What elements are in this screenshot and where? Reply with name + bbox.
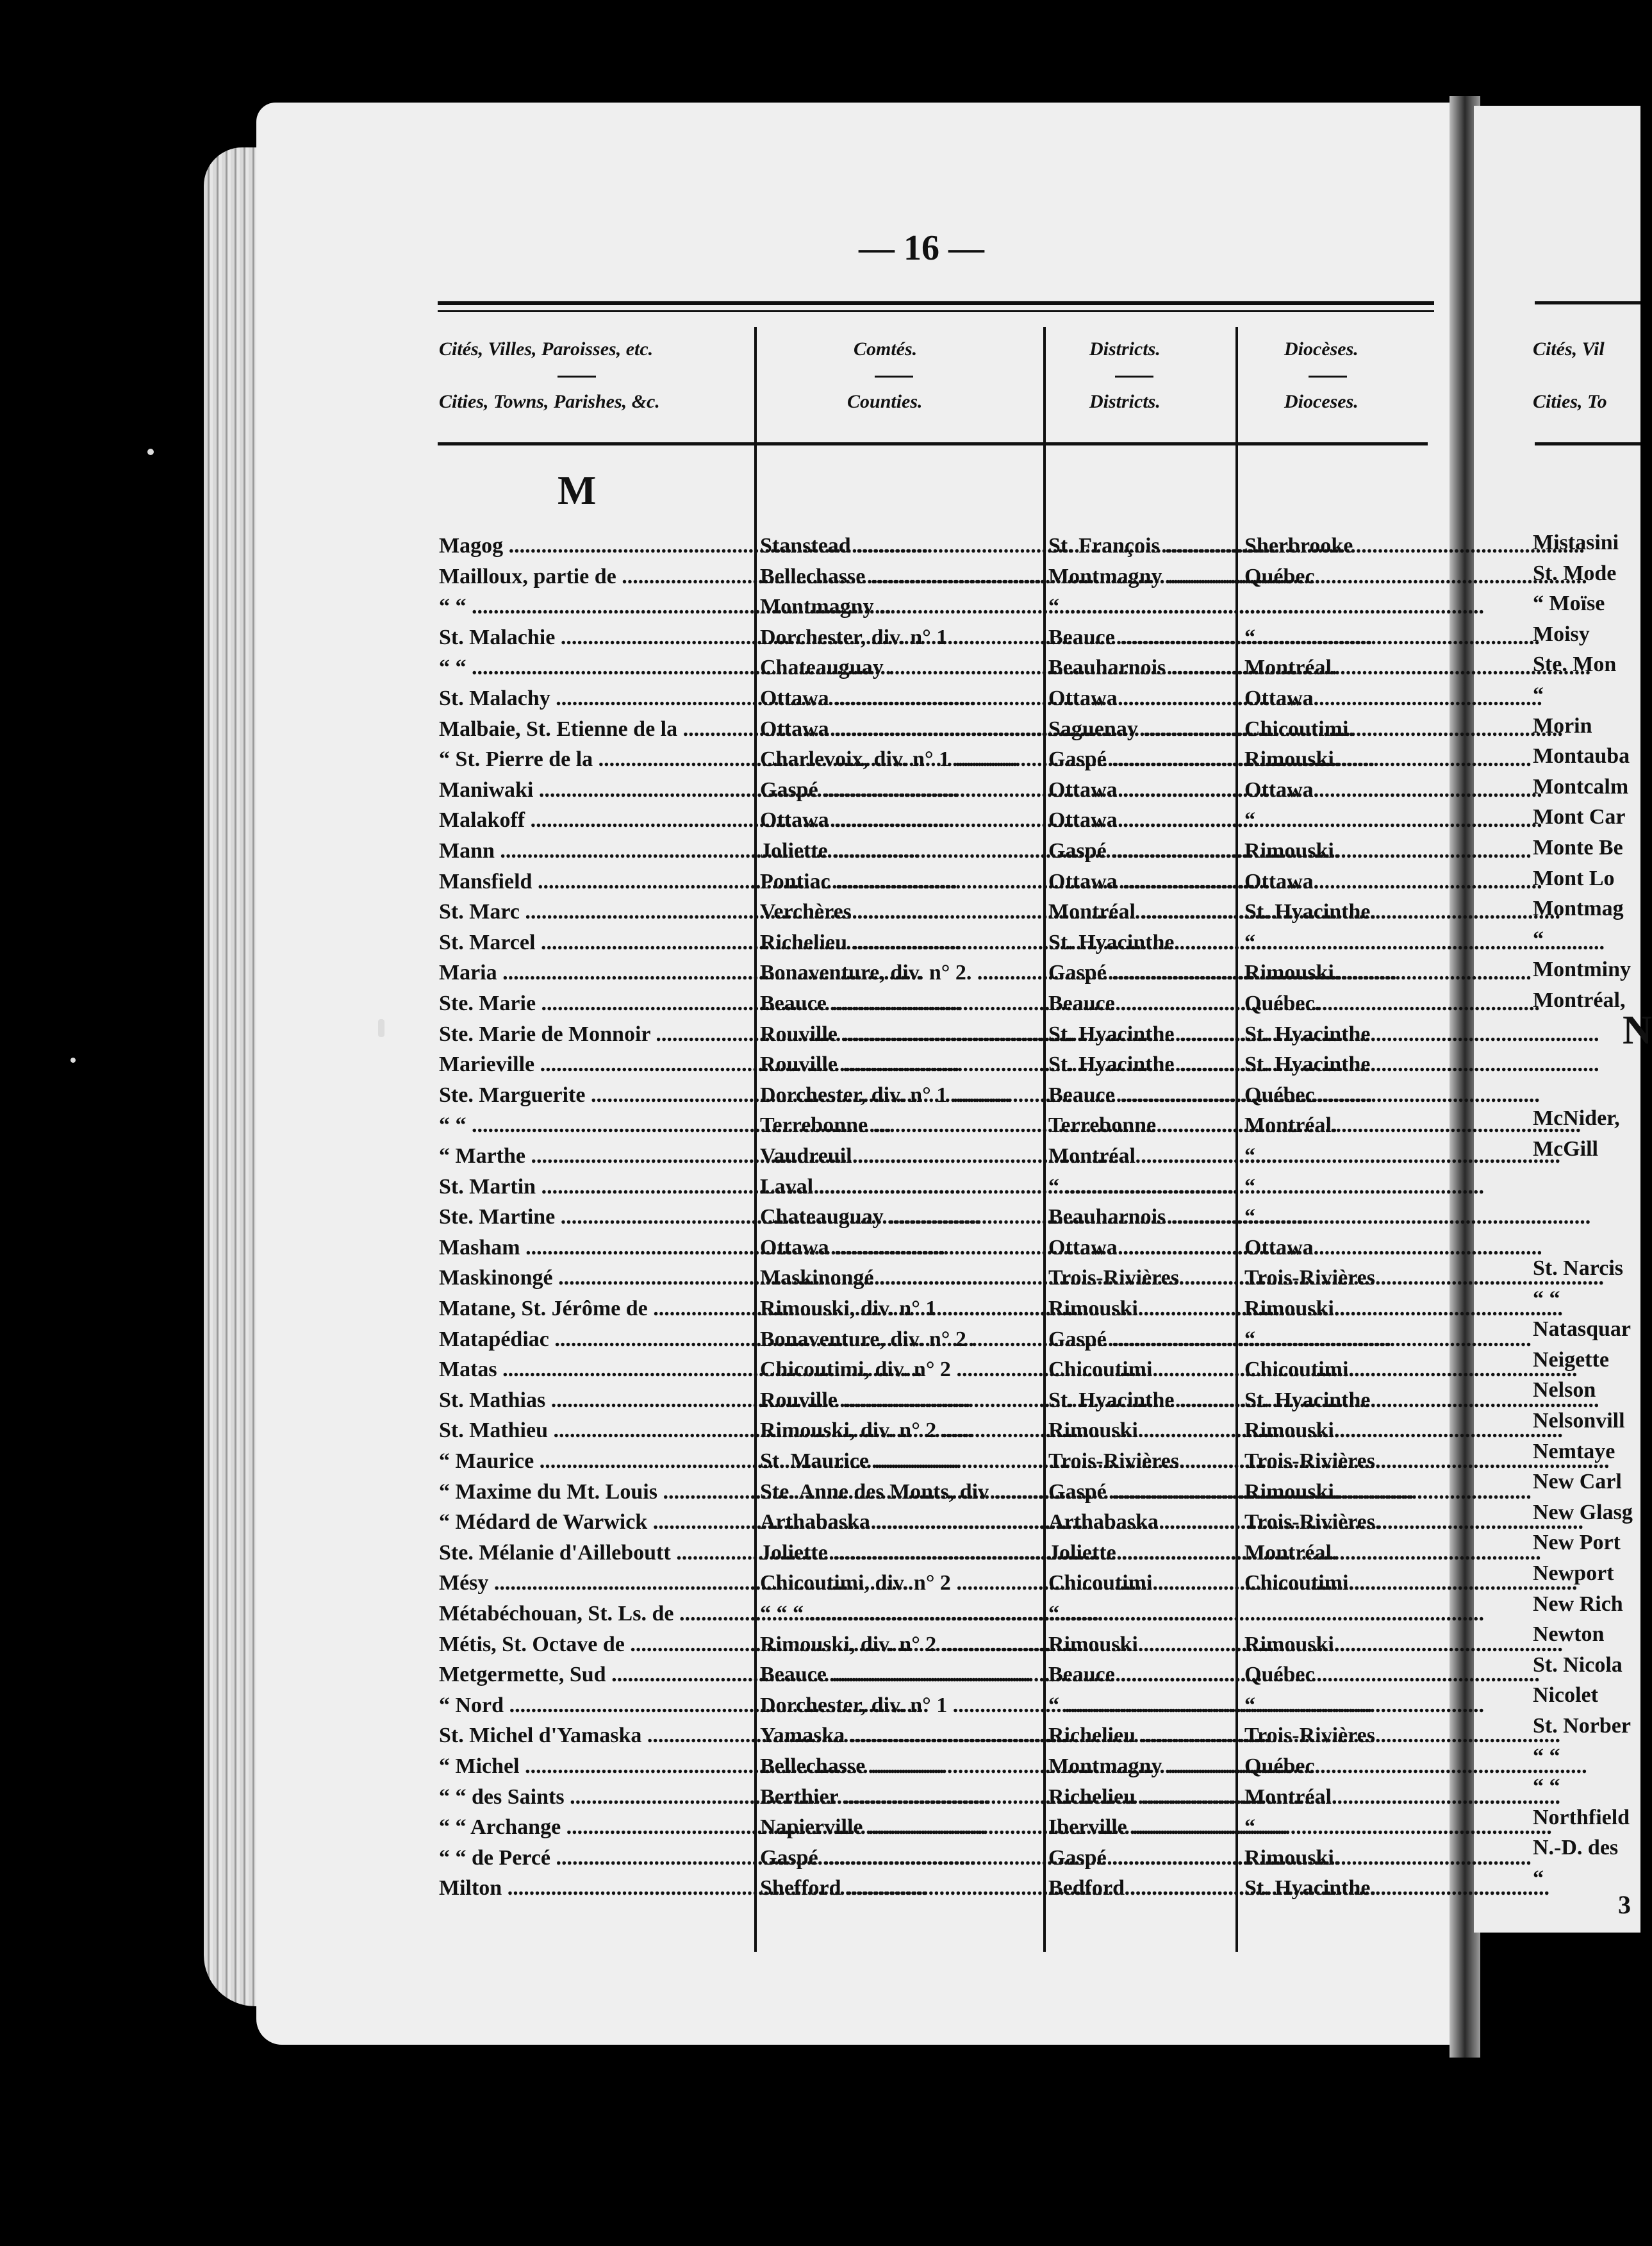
- cell-col4: Montréal.: [1244, 656, 1337, 680]
- table-row: [0, 531, 1640, 561]
- cell-col1: Ste. Mélanie d'Ailleboutt .....: [439, 1538, 750, 1568]
- cell-col4: Québec: [1244, 1083, 1315, 1107]
- cell-col2: Chateauguay .....: [760, 1202, 1042, 1233]
- cell-col3: St. François .....: [1048, 531, 1234, 562]
- cell-col3: Saguenay .....: [1048, 714, 1234, 745]
- cell-col2: Rouville .....: [760, 1385, 1042, 1416]
- cell-col4: Rimouski.: [1244, 1297, 1340, 1320]
- cell-col2: Berthier .....: [760, 1782, 1042, 1813]
- cell-col4: Trois-Rivières: [1244, 1724, 1375, 1748]
- right-entry: Northfield: [1533, 1805, 1630, 1829]
- cell-col4: [1244, 592, 1417, 622]
- right-header-rule: [1535, 442, 1640, 445]
- cell-col3: Gaspé .....: [1048, 836, 1234, 867]
- right-entry: Natasquar: [1533, 1317, 1631, 1342]
- cell-col4: “: [1244, 1144, 1255, 1168]
- right-entry: Newton: [1533, 1622, 1605, 1647]
- cell-col3: Gaspé .....: [1048, 744, 1234, 775]
- cell-col4: Trois-Rivières.: [1244, 1449, 1381, 1473]
- cell-col4: Rimouski.: [1244, 1845, 1340, 1870]
- header-col4-fr: Diocèses.: [1284, 338, 1359, 360]
- right-entry: “: [1533, 927, 1544, 951]
- table-row: [0, 1049, 1640, 1079]
- table-row: [0, 988, 1640, 1019]
- cell-col1: St. Malachie .....: [439, 622, 750, 653]
- table-row: [0, 1172, 1640, 1202]
- right-entry: Montminy: [1533, 958, 1631, 982]
- header-col4-dash: [1309, 376, 1347, 378]
- cell-col3: Joliette .....: [1048, 1538, 1234, 1568]
- table-row: [0, 653, 1640, 683]
- cell-col1: Ste. Marguerite .....: [439, 1080, 750, 1111]
- cell-col2: Gaspé .....: [760, 1843, 1042, 1874]
- cell-col1: “ Nord .....: [439, 1690, 750, 1721]
- right-entry: Nelson: [1533, 1378, 1596, 1402]
- cell-col1: Ste. Marie .....: [439, 988, 750, 1019]
- cell-col1: “ St. Pierre de la .....: [439, 744, 750, 775]
- cell-col2: Joliette .....: [760, 1538, 1042, 1568]
- cell-col3: Ottawa .....: [1048, 805, 1234, 836]
- table-row: [0, 775, 1640, 805]
- table-row: [0, 1202, 1640, 1232]
- cell-col4: Montréal.: [1244, 1540, 1337, 1565]
- cell-col2: Terrebonne .....: [760, 1110, 1042, 1141]
- right-entry: N.-D. des: [1533, 1836, 1619, 1860]
- right-header-fr: Cités, Vil: [1533, 338, 1605, 360]
- cell-col1: Métabéchouan, St. Ls. de .....: [439, 1599, 750, 1629]
- cell-col3: Richelieu .....: [1048, 1782, 1234, 1813]
- cell-col3: Ottawa .....: [1048, 775, 1234, 806]
- table-row: [0, 592, 1640, 622]
- table-row: [0, 1690, 1640, 1720]
- cell-col4: Chicoutimi.: [1244, 1571, 1354, 1595]
- cell-col4: Québec.: [1244, 992, 1321, 1015]
- cell-col1: St. Mathieu .....: [439, 1415, 750, 1446]
- cell-col2: Ottawa .....: [760, 1233, 1042, 1263]
- right-entry: New Glasg: [1533, 1500, 1633, 1524]
- right-entry: McNider,: [1533, 1106, 1620, 1130]
- right-top-rule: [1535, 301, 1640, 304]
- header-col3-en: Districts.: [1089, 391, 1161, 412]
- cell-col3: Gaspé .....: [1048, 958, 1234, 988]
- cell-col4: “: [1244, 930, 1255, 954]
- cell-col2: Laval .....: [760, 1172, 1042, 1202]
- cell-col1: “ “ .....: [439, 653, 750, 683]
- table-row: [0, 1782, 1640, 1812]
- cell-col3: “ .....: [1048, 1599, 1234, 1629]
- cell-col2: Maskinongé .....: [760, 1263, 1042, 1294]
- cell-col3: St. Hyacinthe .....: [1048, 1019, 1234, 1050]
- cell-col2: Joliette .....: [760, 836, 1042, 867]
- cell-col2: Pontiac .....: [760, 867, 1042, 897]
- cell-col1: Maria .....: [439, 958, 750, 988]
- cell-col1: St. Martin .....: [439, 1172, 750, 1202]
- right-entry: “: [1533, 683, 1544, 707]
- cell-col4: Ottawa.: [1244, 686, 1319, 710]
- cell-col4: Rimouski.: [1244, 839, 1340, 863]
- cell-col3: Rimouski .....: [1048, 1294, 1234, 1324]
- right-entry: Neigette: [1533, 1347, 1609, 1372]
- cell-col3: Beauce .....: [1048, 1660, 1234, 1690]
- cell-col2: Rimouski, div. n° 2 .....: [760, 1629, 1042, 1660]
- cell-col1: St. Malachy .....: [439, 683, 750, 714]
- cell-col4: Québec: [1244, 1663, 1315, 1687]
- cell-col3: Beauharnois .....: [1048, 1202, 1234, 1233]
- top-double-rule: [438, 301, 1434, 327]
- table-row: [0, 1019, 1640, 1049]
- cell-col2: “ “ “ .....: [760, 1599, 1042, 1629]
- table-row: [0, 1751, 1640, 1781]
- cell-col3: Beauharnois .....: [1048, 653, 1234, 683]
- cell-col1: Masham .....: [439, 1233, 750, 1263]
- cell-col4: Chicoutimi.: [1244, 1358, 1354, 1382]
- right-entry: Monte Be: [1533, 836, 1623, 860]
- cell-col1: St. Marcel .....: [439, 928, 750, 958]
- table-row: [0, 897, 1640, 927]
- cell-col3: Gaspé .....: [1048, 1324, 1234, 1355]
- cell-col1: “ Maurice .....: [439, 1446, 750, 1477]
- table-row: [0, 958, 1640, 988]
- cell-col2: Verchères .....: [760, 897, 1042, 928]
- cell-col4: “: [1244, 1327, 1255, 1351]
- table-row: [0, 1477, 1640, 1507]
- cell-col3: Montréal .....: [1048, 1141, 1234, 1172]
- table-row: [0, 1110, 1640, 1140]
- cell-col2: Vaudreuil .....: [760, 1141, 1042, 1172]
- table-row: [0, 1660, 1640, 1690]
- cell-col3: Rimouski .....: [1048, 1629, 1234, 1660]
- cell-col3: Terrebonne .....: [1048, 1110, 1234, 1141]
- cell-col2: Ottawa .....: [760, 805, 1042, 836]
- table-row: [0, 1599, 1640, 1629]
- right-entry: Montréal,: [1533, 988, 1626, 1012]
- film-speck: [378, 1019, 384, 1037]
- cell-col3: Trois-Rivières. .....: [1048, 1446, 1234, 1477]
- header-rule: [438, 442, 1428, 445]
- cell-col1: Métis, St. Octave de .....: [439, 1629, 750, 1660]
- header-col3-fr: Districts.: [1089, 338, 1161, 360]
- cell-col3: Rimouski .....: [1048, 1415, 1234, 1446]
- cell-col3: Trois-Rivières .....: [1048, 1263, 1234, 1294]
- cell-col4: Trois-Rivières.: [1244, 1510, 1381, 1535]
- cell-col3: “ .....: [1048, 1172, 1234, 1202]
- cell-col4: St. Hyacinthe.: [1244, 1876, 1376, 1901]
- cell-col2: Chateauguay .....: [760, 653, 1042, 683]
- right-entry: Montcalm: [1533, 774, 1629, 799]
- section-letter: M: [558, 467, 598, 513]
- cell-col1: Mansfield .....: [439, 867, 750, 897]
- header-col2-dash: [875, 376, 913, 378]
- right-entry: Nelsonvill: [1533, 1409, 1625, 1433]
- cell-col1: “ Maxime du Mt. Louis .....: [439, 1477, 750, 1508]
- cell-col2: Montmagny .....: [760, 592, 1042, 622]
- cell-col2: Dorchester, div. n° 1 .....: [760, 1690, 1042, 1721]
- cell-col3: Chicoutimi .....: [1048, 1354, 1234, 1385]
- cell-col1: Matane, St. Jérôme de .....: [439, 1294, 750, 1324]
- table-row: [0, 1141, 1640, 1171]
- cell-col4: St. Hyacinthe.: [1244, 900, 1376, 924]
- cell-col1: Milton .....: [439, 1873, 750, 1904]
- cell-col4: “: [1244, 1205, 1255, 1229]
- page-number: — 16 —: [859, 228, 984, 268]
- cell-col1: “ Marthe .....: [439, 1141, 750, 1172]
- cell-col2: Rimouski, div. n° 2 .....: [760, 1415, 1042, 1446]
- cell-col2: Beauce .....: [760, 988, 1042, 1019]
- cell-col1: “ Médard de Warwick .....: [439, 1507, 750, 1538]
- right-entry: St. Mode: [1533, 561, 1617, 585]
- right-entry: Morin: [1533, 713, 1592, 738]
- cell-col1: “ Michel .....: [439, 1751, 750, 1782]
- cell-col4: “: [1244, 1174, 1255, 1199]
- cell-col2: Gaspé .....: [760, 775, 1042, 806]
- cell-col1: St. Marc .....: [439, 897, 750, 928]
- cell-col2: Rouville .....: [760, 1019, 1042, 1050]
- header-col1-en: Cities, Towns, Parishes, &c.: [439, 391, 660, 412]
- cell-col2: Ottawa .....: [760, 683, 1042, 714]
- cell-col4: Ottawa.: [1244, 1235, 1319, 1260]
- cell-col2: Rouville .....: [760, 1049, 1042, 1080]
- cell-col3: St. Hyacinthe .....: [1048, 1049, 1234, 1080]
- header-col4-en: Dioceses.: [1284, 391, 1359, 412]
- right-entry: McGill: [1533, 1136, 1598, 1161]
- cell-col1: Marieville .....: [439, 1049, 750, 1080]
- table-row: [0, 1385, 1640, 1415]
- table-row: [0, 1538, 1640, 1568]
- header-col2-en: Counties.: [847, 391, 923, 412]
- right-page-number: 3: [1618, 1890, 1631, 1919]
- right-entry: “ “: [1533, 1744, 1560, 1768]
- right-entry: St. Narcis: [1533, 1256, 1624, 1280]
- right-entry: New Carl: [1533, 1470, 1622, 1494]
- cell-col1: Mann .....: [439, 836, 750, 867]
- cell-col1: “ “ des Saints .....: [439, 1782, 750, 1813]
- cell-col2: Beauce .....: [760, 1660, 1042, 1690]
- cell-col2: Richelieu .....: [760, 928, 1042, 958]
- table-row: [0, 1873, 1640, 1903]
- cell-col4: “: [1244, 625, 1255, 649]
- cell-col4: “: [1244, 808, 1255, 833]
- cell-col4: Ottawa.: [1244, 778, 1319, 802]
- cell-col1: Matas .....: [439, 1354, 750, 1385]
- cell-col4: Montréal.: [1244, 1784, 1337, 1809]
- cell-col4: Québec.: [1244, 564, 1321, 588]
- cell-col4: Trois-Rivières: [1244, 1266, 1375, 1290]
- header-col3-dash: [1115, 376, 1153, 378]
- right-entry: Mont Car: [1533, 805, 1626, 829]
- cell-col3: Gaspé .....: [1048, 1843, 1234, 1874]
- cell-col4: St. Hyacinthe.: [1244, 1052, 1376, 1077]
- table-row: [0, 805, 1640, 835]
- right-entry: “ “: [1533, 1286, 1560, 1311]
- table-row: [0, 1324, 1640, 1354]
- cell-col4: Rimouski.: [1244, 961, 1340, 985]
- right-entry: Montauba: [1533, 744, 1630, 769]
- film-speck: [147, 449, 154, 455]
- table-row: [0, 744, 1640, 774]
- cell-col2: Bonaventure, div. n° 2 .....: [760, 1324, 1042, 1355]
- table-row: [0, 1568, 1640, 1598]
- cell-col4: Chicoutimi.: [1244, 717, 1354, 741]
- cell-col4: “: [1244, 1815, 1255, 1840]
- cell-col4: “: [1244, 1693, 1255, 1717]
- cell-col3: Beauce .....: [1048, 622, 1234, 653]
- cell-col3: “ .....: [1048, 592, 1234, 622]
- cell-col3: Chicoutimi .....: [1048, 1568, 1234, 1599]
- cell-col3: Ottawa .....: [1048, 1233, 1234, 1263]
- cell-col2: Bonaventure, div. n° 2. .....: [760, 958, 1042, 988]
- table-row: [0, 1233, 1640, 1263]
- cell-col2: Shefford .....: [760, 1873, 1042, 1904]
- rule-thin: [438, 310, 1434, 312]
- right-entry: Nemtaye: [1533, 1439, 1615, 1463]
- cell-col3: Iberville .....: [1048, 1812, 1234, 1843]
- cell-col4: Rimouski.: [1244, 1418, 1340, 1443]
- cell-col1: Ste. Martine .....: [439, 1202, 750, 1233]
- cell-col3: Ottawa .....: [1048, 867, 1234, 897]
- table-row: [0, 562, 1640, 592]
- cell-col3: Beauce .....: [1048, 988, 1234, 1019]
- table-row: [0, 1843, 1640, 1873]
- table-row: [0, 1263, 1640, 1293]
- cell-col4: [1244, 1599, 1417, 1629]
- cell-col4: Rimouski.: [1244, 747, 1340, 772]
- table-row: [0, 867, 1640, 897]
- table-row: [0, 1080, 1640, 1110]
- cell-col3: Bedford .....: [1048, 1873, 1234, 1904]
- table-row: [0, 836, 1640, 866]
- cell-col2: Charlevoix, div. n° 1 .....: [760, 744, 1042, 775]
- right-entry: Newport: [1533, 1561, 1614, 1585]
- cell-col2: Bellechasse .....: [760, 1751, 1042, 1782]
- cell-col3: Montmagny .....: [1048, 1751, 1234, 1782]
- table-row: [0, 928, 1640, 958]
- cell-col2: Bellechasse .....: [760, 562, 1042, 592]
- cell-col4: Ottawa.: [1244, 869, 1319, 894]
- table-row: [0, 1446, 1640, 1476]
- right-entry: “ Moïse: [1533, 592, 1605, 616]
- right-entry: New Port: [1533, 1531, 1621, 1555]
- table-row: [0, 1812, 1640, 1842]
- right-entry: Montmag: [1533, 897, 1624, 921]
- cell-col1: Mésy .....: [439, 1568, 750, 1599]
- right-header-en: Cities, To: [1533, 391, 1607, 412]
- right-entry: “ “: [1533, 1775, 1560, 1799]
- cell-col1: Metgermette, Sud .....: [439, 1660, 750, 1690]
- cell-col3: Beauce .....: [1048, 1080, 1234, 1111]
- table-row: [0, 1415, 1640, 1445]
- right-entry: Nicolet: [1533, 1683, 1598, 1708]
- cell-col2: Dorchester, div. n° 1 .....: [760, 622, 1042, 653]
- cell-col4: Montréal.: [1244, 1113, 1337, 1138]
- cell-col1: Mailloux, partie de .....: [439, 562, 750, 592]
- film-speck: [70, 1058, 76, 1063]
- cell-col2: Rimouski, div. n° 1 .....: [760, 1294, 1042, 1324]
- right-entry: Ste. Mon: [1533, 653, 1617, 677]
- cell-col3: St. Hyacinthe. .....: [1048, 928, 1234, 958]
- cell-col3: “ .....: [1048, 1690, 1234, 1721]
- header-col1-fr: Cités, Villes, Paroisses, etc.: [439, 338, 654, 360]
- right-section-letter: N: [1623, 1007, 1652, 1052]
- cell-col4: Rimouski.: [1244, 1632, 1340, 1656]
- cell-col2: Ste. Anne des Monts, div .....: [760, 1477, 1042, 1508]
- table-row: [0, 622, 1640, 653]
- cell-col4: Sherbrooke: [1244, 534, 1353, 558]
- table-row: [0, 1294, 1640, 1324]
- cell-col3: Ottawa .....: [1048, 683, 1234, 714]
- cell-col1: Magog .....: [439, 531, 750, 562]
- cell-col2: Ottawa .....: [760, 714, 1042, 745]
- cell-col1: Ste. Marie de Monnoir .....: [439, 1019, 750, 1050]
- header-col2-fr: Comtés.: [854, 338, 918, 360]
- right-entry: St. Nicola: [1533, 1652, 1623, 1677]
- cell-col4: St. Hyacinthe.: [1244, 1388, 1376, 1412]
- cell-col4: Québec.: [1244, 1754, 1321, 1778]
- cell-col1: Malbaie, St. Etienne de la .....: [439, 714, 750, 745]
- header-col1-dash: [558, 376, 596, 378]
- cell-col2: Yamaska .....: [760, 1720, 1042, 1751]
- right-entry: New Rich: [1533, 1592, 1623, 1616]
- cell-col1: Malakoff .....: [439, 805, 750, 836]
- cell-col1: Maniwaki .....: [439, 775, 750, 806]
- cell-col4: St. Hyacinthe.: [1244, 1022, 1376, 1046]
- cell-col2: Arthabaska .....: [760, 1507, 1042, 1538]
- table-row: [0, 683, 1640, 713]
- cell-col4: Rimouski.: [1244, 1479, 1340, 1504]
- table-row: [0, 1507, 1640, 1537]
- table-row: [0, 1629, 1640, 1660]
- cell-col3: Richelieu .....: [1048, 1720, 1234, 1751]
- cell-col2: Dorchester, div. n° 1 .....: [760, 1080, 1042, 1111]
- cell-col3: Montréal .....: [1048, 897, 1234, 928]
- cell-col3: Arthabaska .....: [1048, 1507, 1234, 1538]
- right-entry: Mont Lo: [1533, 866, 1615, 890]
- cell-col2: St. Maurice .....: [760, 1446, 1042, 1477]
- right-entry: “: [1533, 1867, 1544, 1890]
- right-entry: Mistasini: [1533, 531, 1619, 554]
- right-entry: Moisy: [1533, 622, 1590, 646]
- cell-col2: Stanstead .....: [760, 531, 1042, 562]
- cell-col2: Chicoutimi, div. n° 2 .....: [760, 1354, 1042, 1385]
- cell-col1: “ “ Archange .....: [439, 1812, 750, 1843]
- cell-col3: Montmagny .....: [1048, 562, 1234, 592]
- table-row: [0, 1720, 1640, 1751]
- cell-col1: “ “ .....: [439, 1110, 750, 1141]
- cell-col1: Maskinongé .....: [439, 1263, 750, 1294]
- cell-col2: Chicoutimi, div. n° 2 .....: [760, 1568, 1042, 1599]
- table-row: [0, 714, 1640, 744]
- cell-col1: St. Mathias .....: [439, 1385, 750, 1416]
- cell-col3: Gaspé .....: [1048, 1477, 1234, 1508]
- cell-col3: St. Hyacinthe .....: [1048, 1385, 1234, 1416]
- cell-col1: St. Michel d'Yamaska .....: [439, 1720, 750, 1751]
- cell-col1: Matapédiac .....: [439, 1324, 750, 1355]
- cell-col2: Napierville .....: [760, 1812, 1042, 1843]
- rule-thick: [438, 301, 1434, 305]
- right-entry: St. Norber: [1533, 1714, 1631, 1738]
- table-row: [0, 1354, 1640, 1385]
- cell-col1: “ “ de Percé .....: [439, 1843, 750, 1874]
- cell-col1: “ “ .....: [439, 592, 750, 622]
